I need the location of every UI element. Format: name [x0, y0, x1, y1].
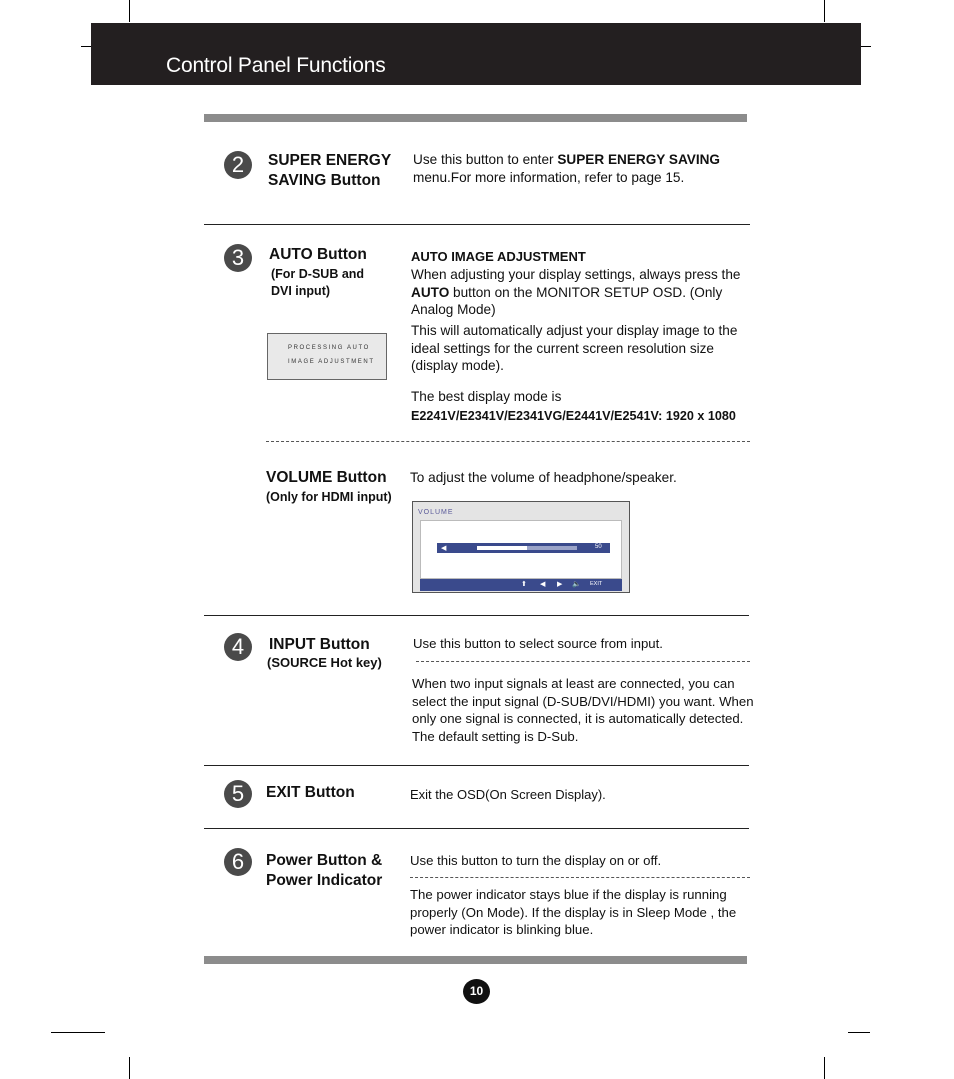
power-paragraph: The power indicator stays blue if the display is running properly (On Mode). If the display is in Sleep Mode , the power indicator is blinking blue. — [410, 887, 737, 937]
section-number-5: 5 — [224, 780, 252, 808]
section-number-4: 4 — [224, 633, 252, 661]
auto-heading: AUTO IMAGE ADJUSTMENT — [411, 249, 586, 264]
section-divider — [204, 828, 749, 829]
osd-volume-track — [477, 546, 577, 550]
input-button-title: INPUT Button — [269, 636, 370, 653]
dashed-divider — [266, 441, 750, 442]
super-energy-description: Use this button to enter SUPER ENERGY SAVING menu.For more information, refer to page 15. — [413, 152, 720, 185]
auto-button-subtitle: (For D-SUB and DVI input) — [271, 267, 365, 298]
osd-volume-panel — [420, 520, 622, 579]
osd-volume-footer — [420, 579, 622, 591]
osd-volume-fill — [477, 546, 527, 550]
section-divider — [204, 615, 749, 616]
auto-paragraph-1: When adjusting your display settings, always press the AUTO button on the MONITOR SETUP OSD. (Only Analog Mode) — [411, 267, 741, 317]
right-arrow-icon: ▶ — [557, 581, 563, 588]
crop-mark — [848, 1032, 870, 1033]
volume-osd-image — [412, 501, 630, 593]
section-number-2: 2 — [224, 151, 252, 179]
volume-button-title: VOLUME Button — [266, 469, 387, 486]
osd-exit-label: EXIT — [590, 581, 603, 587]
power-description: Use this button to turn the display on or off. — [410, 853, 662, 868]
left-arrow-icon: ◀ — [540, 581, 546, 588]
speaker-icon: 🔈 — [572, 581, 581, 588]
crop-mark — [51, 1032, 105, 1033]
section-divider — [204, 765, 749, 766]
super-energy-title: SUPER ENERGY SAVING Button — [268, 152, 392, 189]
power-button-title: Power Button & Power Indicator — [266, 852, 383, 889]
auto-adjust-osd-image — [267, 333, 387, 380]
osd-volume-value: 50 — [595, 544, 602, 550]
exit-description: Exit the OSD(On Screen Display). — [410, 787, 606, 802]
input-description: Use this button to select source from input. — [413, 636, 663, 651]
osd-text: IMAGE ADJUSTMENT — [288, 359, 375, 365]
dashed-divider — [410, 877, 750, 878]
section-number-3: 3 — [224, 244, 252, 272]
osd-volume-caption: VOLUME — [418, 509, 454, 516]
crop-mark — [129, 0, 130, 22]
osd-text: PROCESSING AUTO — [288, 345, 370, 351]
auto-paragraph-2: This will automatically adjust your display image to the ideal settings for the current screen resolution size (display mode). — [411, 323, 738, 373]
crop-mark — [861, 46, 871, 47]
crop-mark — [824, 1057, 825, 1079]
top-divider-bar — [204, 114, 747, 122]
volume-button-subtitle: (Only for HDMI input) — [266, 490, 392, 504]
auto-button-title: AUTO Button — [269, 246, 367, 263]
page-number: 10 — [463, 979, 490, 1004]
exit-button-title: EXIT Button — [266, 784, 355, 801]
speaker-icon: ◀ — [441, 545, 447, 552]
crop-mark — [129, 1057, 130, 1079]
section-divider — [204, 224, 750, 225]
dashed-divider — [416, 661, 750, 662]
crop-mark — [81, 46, 91, 47]
input-paragraph: When two input signals at least are connected, you can select the input signal (D-SUB/DVI/HDMI) you want. When only one signal is connected, it is automatically detected. The default setting is D-Sub. — [412, 676, 754, 744]
section-number-6: 6 — [224, 848, 252, 876]
auto-paragraph-3: The best display mode is E2241V/E2341V/E2341VG/E2441V/E2541V: 1920 x 1080 — [411, 389, 736, 423]
osd-volume-slider — [437, 543, 610, 553]
input-button-subtitle: (SOURCE Hot key) — [267, 655, 382, 670]
volume-description: To adjust the volume of headphone/speaker. — [410, 470, 677, 485]
bottom-divider-bar — [204, 956, 747, 964]
up-arrow-icon: ⬆ — [521, 581, 527, 588]
crop-mark — [824, 0, 825, 22]
page-title: Control Panel Functions — [166, 54, 386, 77]
